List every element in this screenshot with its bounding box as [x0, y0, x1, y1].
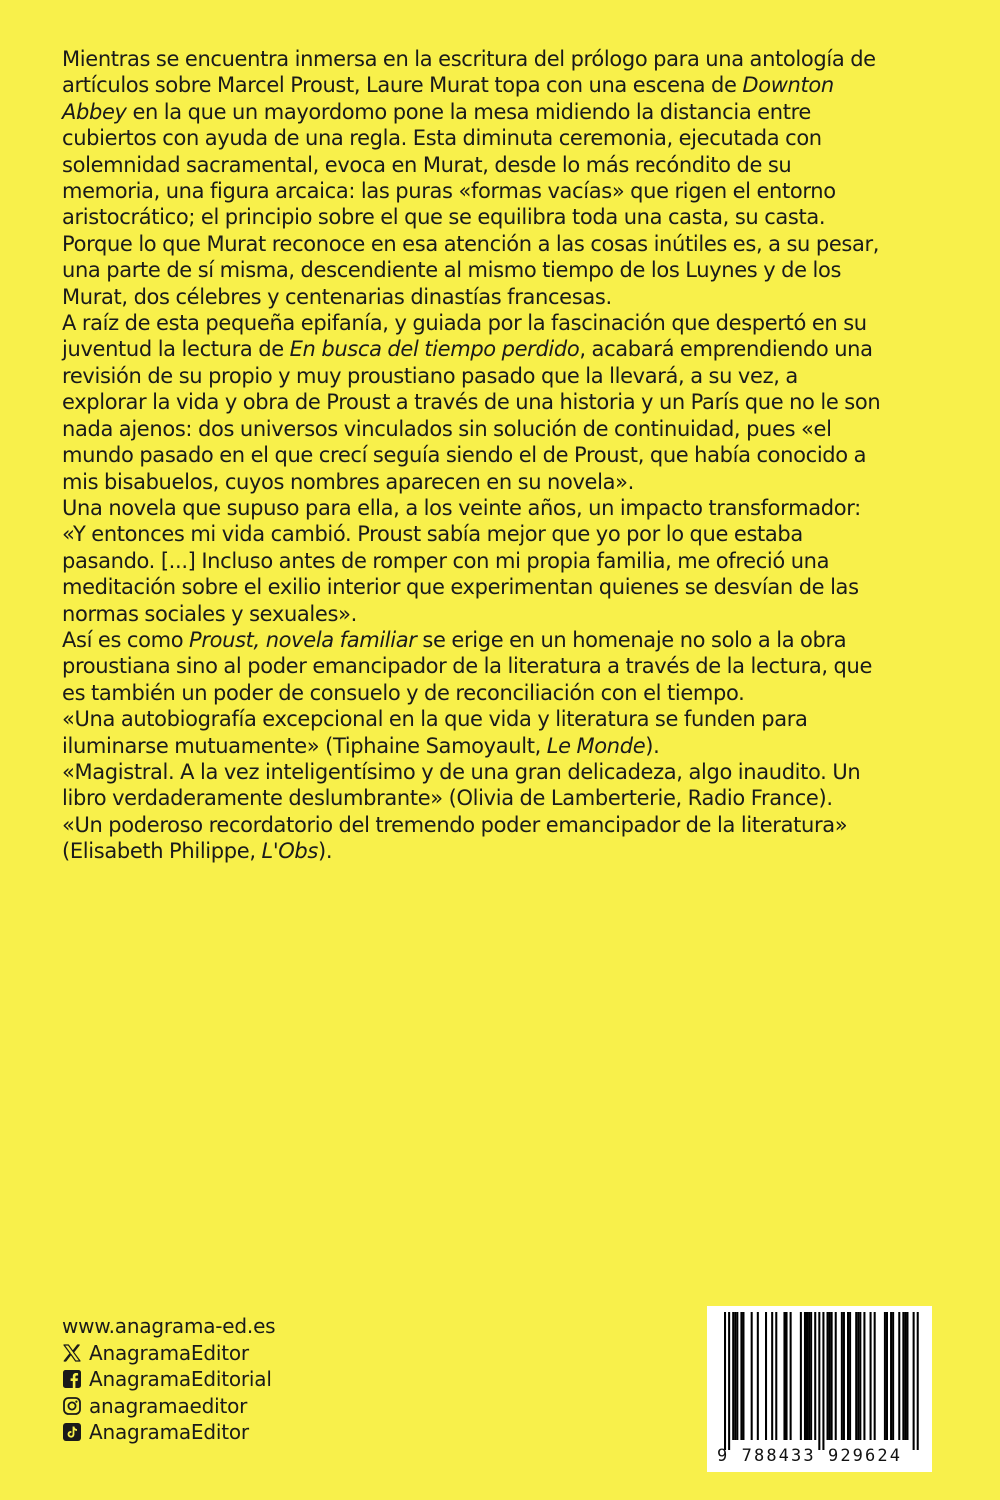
barcode-bar [742, 1312, 744, 1440]
barcode-bar [913, 1312, 915, 1450]
barcode-bar [786, 1312, 788, 1440]
barcode-bar [827, 1312, 829, 1440]
website-url[interactable]: www.anagrama-ed.es [62, 1314, 276, 1338]
x-handle[interactable]: AnagramaEditor [89, 1340, 249, 1365]
blurb-paragraph-3: Una novela que supuso para ella, a los veinte años, un impacto transformador: «Y entonces mi vida cambió. Proust sabía mejor que yo por lo que estaba pasando. [...] Incluso antes de romper con mi propia familia, me ofreció una meditación sobre el exilio interior que experimentan quienes se desvían de las normas sociales y sexuales». [62, 495, 861, 626]
title-en-busca-del-tiempo-perdido: En busca del tiempo perdido [289, 337, 580, 362]
x-link[interactable] [62, 1340, 275, 1367]
blurb [62, 46, 882, 865]
barcode-bar [818, 1312, 820, 1450]
instagram-handle[interactable]: anagramaeditor [89, 1393, 248, 1418]
barcode-bar [884, 1312, 886, 1440]
barcode-bar [847, 1312, 849, 1440]
barcode-bar [806, 1312, 808, 1440]
barcode-bar [810, 1312, 812, 1440]
barcode-bar [855, 1312, 857, 1440]
website-link[interactable] [62, 1313, 275, 1340]
barcode-bar [804, 1312, 806, 1440]
barcode-bar [771, 1312, 773, 1440]
blurb-paragraph-4: Así es como Proust, novela familiar se erige en un homenaje no solo a la obra proustiana sino al poder emancipador de la literatura a través de la lectura, que es también un poder de consuelo y de reconciliación con el tiempo. [62, 627, 873, 705]
blurb-paragraph-2: A raíz de esta pequeña epifanía, y guiada por la fascinación que despertó en su juventud la lectura de En busca del tiempo perdido, acabará emprendiendo una revisión de su propio y muy proustiano pasado que la llevará, a su vez, a explorar la vida y obra de Proust a través de una historia y un París que no le son nada ajenos: dos universos vinculados sin solución de continuidad, pues «el mundo pasado en el que crecí seguía siendo el de Proust, que había conocido a mis bisabuelos, cuyos nombres aparecen en su novela». [62, 311, 881, 494]
review-quote-radio-france: «Magistral. A la vez inteligentísimo y de una gran delicadeza, algo inaudito. Un libro verdaderamente deslumbrante» (Olivia de Lamberterie, Radio France). [62, 759, 861, 811]
barcode-bar [835, 1312, 837, 1440]
barcode-bar [904, 1312, 906, 1440]
barcode-bar [751, 1312, 753, 1440]
barcode-bar [775, 1312, 777, 1440]
barcode-bar [736, 1312, 738, 1440]
barcode-bar [870, 1312, 872, 1440]
barcode-bar [765, 1312, 767, 1440]
facebook-link[interactable] [62, 1366, 275, 1393]
barcode-bar [841, 1312, 843, 1440]
barcode-bar [917, 1312, 919, 1450]
barcode-bar [800, 1312, 802, 1440]
review-quote-le-monde: «Una autobiografía excepcional en la que vida y literatura se funden para iluminarse mutuamente» (Tiphaine Samoyault, Le Monde). [62, 707, 808, 758]
title-proust-novela-familiar: Proust, novela familiar [189, 627, 417, 652]
publisher-contacts [62, 1313, 275, 1446]
barcode-bar [732, 1312, 734, 1440]
barcode-bar [829, 1312, 831, 1440]
barcode-bar [874, 1312, 876, 1440]
barcode-bar [740, 1312, 742, 1440]
isbn-barcode [707, 1306, 932, 1472]
title-downton-abbey: Downton Abbey [62, 73, 834, 124]
barcode-bar [890, 1312, 892, 1440]
facebook-icon [62, 1369, 82, 1389]
barcode-bar [734, 1312, 736, 1440]
barcode-bar [886, 1312, 888, 1440]
instagram-icon [62, 1396, 82, 1416]
barcode-bar [724, 1312, 726, 1450]
barcode-bar [783, 1312, 785, 1440]
publication-lobs: L'Obs [261, 839, 318, 864]
barcode-bar [849, 1312, 851, 1440]
barcode-bar [906, 1312, 908, 1440]
barcode-bar [898, 1312, 900, 1440]
barcode-bar [728, 1312, 730, 1450]
barcode-bar [831, 1312, 833, 1440]
barcode-bar [822, 1312, 824, 1450]
isbn-number: 9 788433 929624 [717, 1446, 903, 1466]
barcode-bar [843, 1312, 845, 1440]
barcode-bar [808, 1312, 810, 1440]
barcode-bar [892, 1312, 894, 1440]
barcode-bar [814, 1312, 816, 1440]
blurb-paragraph-1: Mientras se encuentra inmersa en la escritura del prólogo para una antología de artículos sobre Marcel Proust, Laure Murat topa con una escena de Downton Abbey en la que un mayordomo pone la mesa midiendo la distancia entre cubiertos con ayuda de una regla. Esta diminuta ceremonia, ejecutada con solemnidad sacramental, evoca en Murat, desde lo más recóndito de su memoria, una figura arcaica: las puras «formas vacías» que rigen el entorno aristocrático; el principio sobre el que se equilibra toda una casta, su casta. Porque lo que Murat reconoce en esa atención a las cosas inútiles es, a su pesar, una parte de sí misma, descendiente al mismo tiempo de los Luynes y de los Murat, dos célebres y centenarias dinastías francesas. [62, 47, 880, 309]
barcode-bar [902, 1312, 904, 1440]
tiktok-handle[interactable]: AnagramaEditor [89, 1420, 249, 1444]
review-quote-lobs: «Un poderoso recordatorio del tremendo poder emancipador de la literatura» (Elisabeth Philippe, L'Obs). [62, 812, 848, 864]
tiktok-icon [62, 1422, 82, 1442]
facebook-handle[interactable]: AnagramaEditorial [89, 1367, 272, 1391]
publication-le-monde: Le Monde [546, 733, 646, 758]
barcode-bar [857, 1312, 859, 1440]
x-icon [62, 1343, 82, 1363]
barcode-bar [790, 1312, 792, 1440]
tiktok-link[interactable] [62, 1419, 275, 1446]
barcode-bar [863, 1312, 865, 1440]
instagram-link[interactable] [62, 1393, 275, 1420]
barcode-bar [859, 1312, 861, 1440]
barcode-bar [757, 1312, 759, 1440]
